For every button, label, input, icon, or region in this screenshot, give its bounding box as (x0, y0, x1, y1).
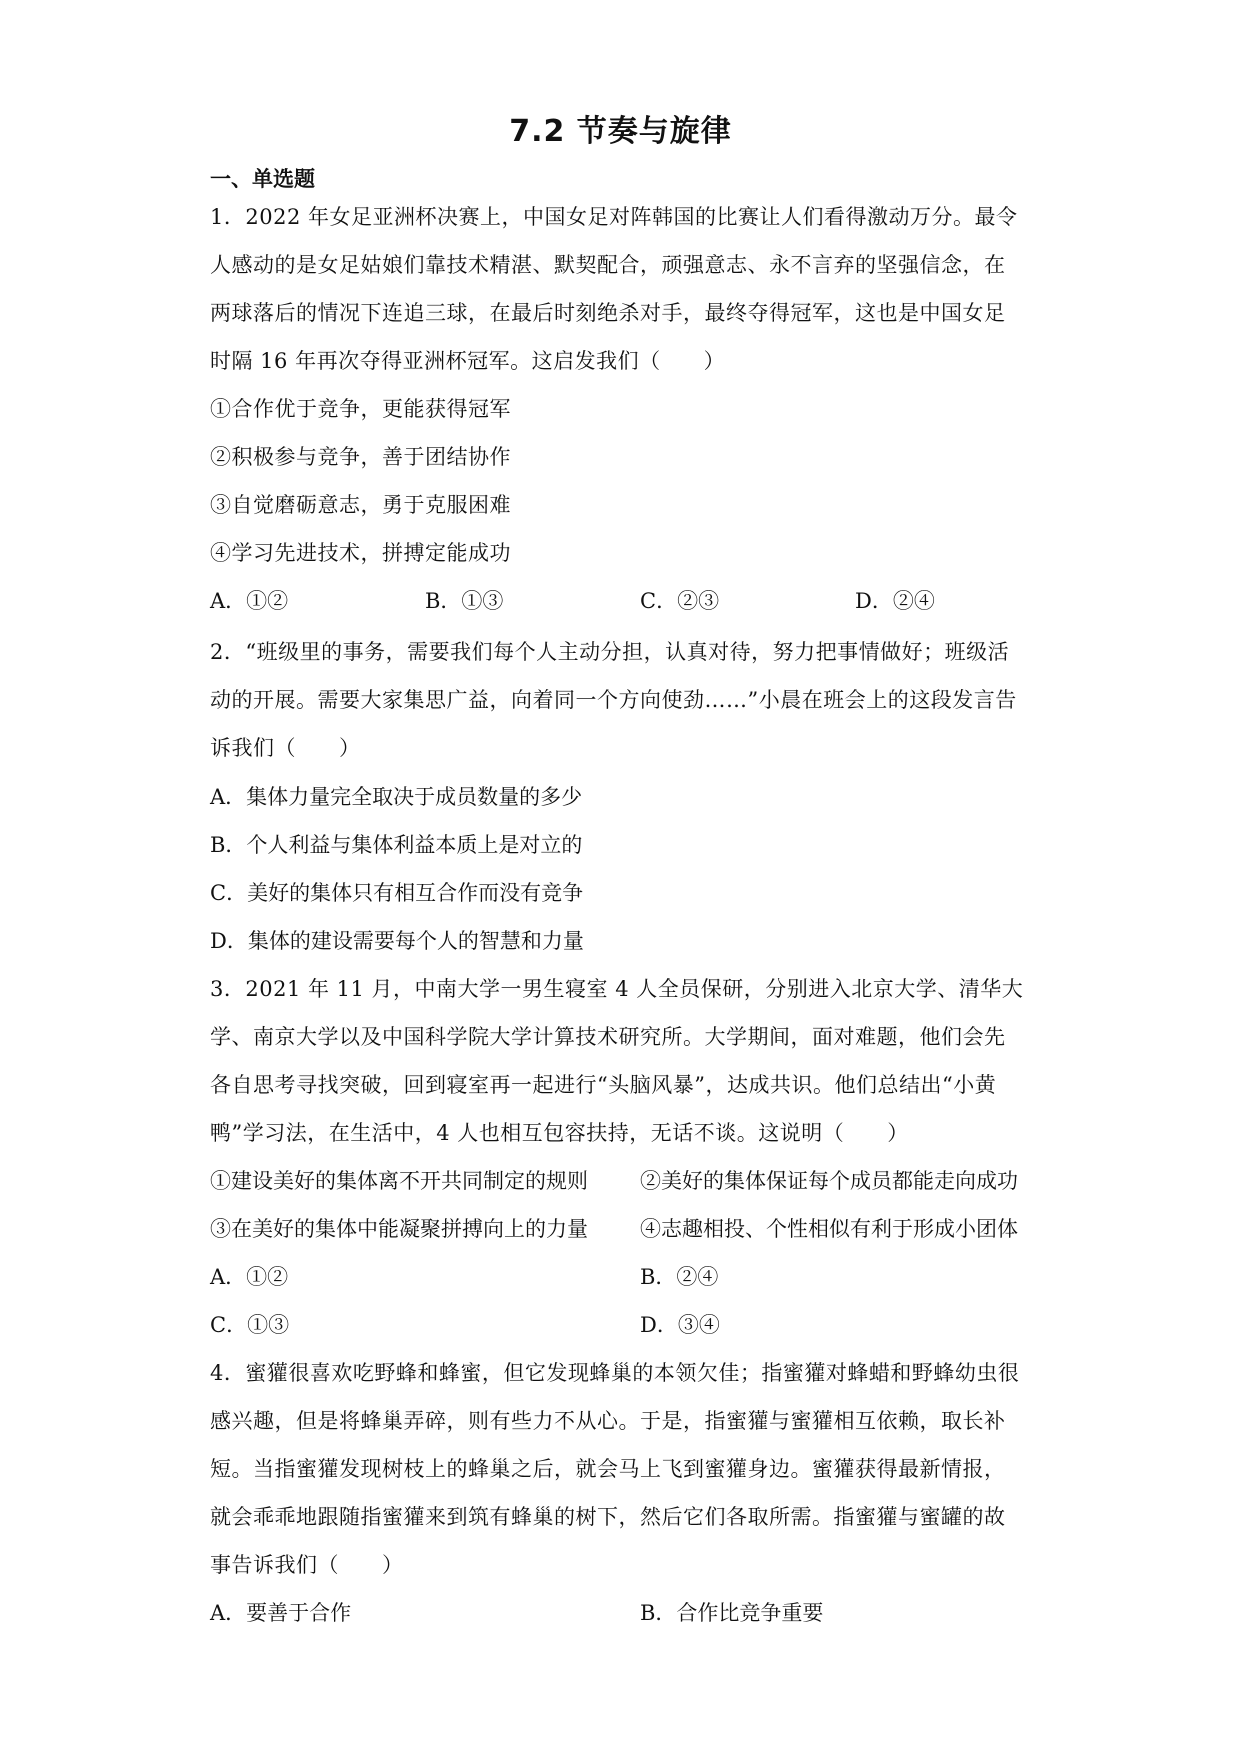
q3-item-3: ③在美好的集体中能凝聚拼搏向上的力量 (210, 1217, 588, 1241)
q2-option-d[interactable]: D．集体的建设需要每个人的智慧和力量 (210, 929, 584, 953)
q1-option-a[interactable]: A．①② (210, 589, 289, 613)
q3-stem-line-2: 学、南京大学以及中国科学院大学计算技术研究所。大学期间，面对难题，他们会先 (210, 1025, 1006, 1049)
q2-option-c[interactable]: C．美好的集体只有相互合作而没有竞争 (210, 881, 584, 905)
q1-item-3: ③自觉磨砺意志，勇于克服困难 (210, 493, 511, 517)
q1-stem-line-3: 两球落后的情况下连追三球，在最后时刻绝杀对手，最终夺得冠军，这也是中国女足 (210, 301, 1006, 325)
q4-stem-line-1: 4．蜜獾很喜欢吃野蜂和蜂蜜，但它发现蜂巢的本领欠佳；指蜜獾对蜂蜡和野蜂幼虫很 (210, 1361, 1020, 1385)
q3-stem-line-1: 3．2021 年 11 月，中南大学一男生寝室 4 人全员保研，分别进入北京大学、清华大 (210, 977, 1024, 1001)
q3-option-d[interactable]: D．③④ (640, 1313, 720, 1337)
q3-item-2: ②美好的集体保证每个成员都能走向成功 (640, 1169, 1018, 1193)
q1-item-1: ①合作优于竞争，更能获得冠军 (210, 397, 511, 421)
q3-item-1: ①建设美好的集体离不开共同制定的规则 (210, 1169, 588, 1193)
q1-stem-line-2: 人感动的是女足姑娘们靠技术精湛、默契配合，顽强意志、永不言弃的坚强信念，在 (210, 253, 1006, 277)
q4-stem-line-3: 短。当指蜜獾发现树枝上的蜂巢之后，就会马上飞到蜜獾身边。蜜獾获得最新情报， (210, 1457, 1006, 1481)
document-title: 7.2 节奏与旋律 (509, 114, 732, 149)
q2-stem-line-1: 2．“班级里的事务，需要我们每个人主动分担，认真对待，努力把事情做好；班级活 (210, 640, 1010, 664)
q3-option-a[interactable]: A．①② (210, 1265, 289, 1289)
q3-option-c[interactable]: C．①③ (210, 1313, 290, 1337)
section-heading: 一、单选题 (210, 167, 315, 191)
q4-option-a[interactable]: A．要善于合作 (210, 1601, 352, 1625)
q1-option-c[interactable]: C．②③ (640, 589, 720, 613)
q3-stem-line-3: 各自思考寻找突破，回到寝室再一起进行“头脑风暴”，达成共识。他们总结出“小黄 (210, 1073, 997, 1097)
q2-option-a[interactable]: A．集体力量完全取决于成员数量的多少 (210, 785, 583, 809)
q1-item-2: ②积极参与竞争，善于团结协作 (210, 445, 511, 469)
q2-stem-line-3: 诉我们（ ） (210, 736, 361, 760)
q2-option-b[interactable]: B．个人利益与集体利益本质上是对立的 (210, 833, 583, 857)
q1-stem-line-1: 1．2022 年女足亚洲杯决赛上，中国女足对阵韩国的比赛让人们看得激动万分。最令 (210, 205, 1018, 229)
q3-option-b[interactable]: B．②④ (640, 1265, 719, 1289)
q4-stem-line-4: 就会乖乖地跟随指蜜獾来到筑有蜂巢的树下，然后它们各取所需。指蜜獾与蜜罐的故 (210, 1505, 1006, 1529)
q4-stem-line-5: 事告诉我们（ ） (210, 1553, 404, 1577)
q2-stem-line-2: 动的开展。需要大家集思广益，向着同一个方向使劲……”小晨在班会上的这段发言告 (210, 688, 1017, 712)
q1-item-4: ④学习先进技术，拼搏定能成功 (210, 541, 511, 565)
q1-option-b[interactable]: B．①③ (425, 589, 504, 613)
q4-option-b[interactable]: B．合作比竞争重要 (640, 1601, 824, 1625)
q1-option-d[interactable]: D．②④ (855, 589, 935, 613)
q3-stem-line-4: 鸭”学习法，在生活中，4 人也相互包容扶持，无话不谈。这说明（ ） (210, 1121, 909, 1145)
q4-stem-line-2: 感兴趣，但是将蜂巢弄碎，则有些力不从心。于是，指蜜獾与蜜獾相互依赖，取长补 (210, 1409, 1006, 1433)
q3-item-4: ④志趣相投、个性相似有利于形成小团体 (640, 1217, 1018, 1241)
q1-stem-line-4: 时隔 16 年再次夺得亚洲杯冠军。这启发我们（ ） (210, 349, 726, 373)
